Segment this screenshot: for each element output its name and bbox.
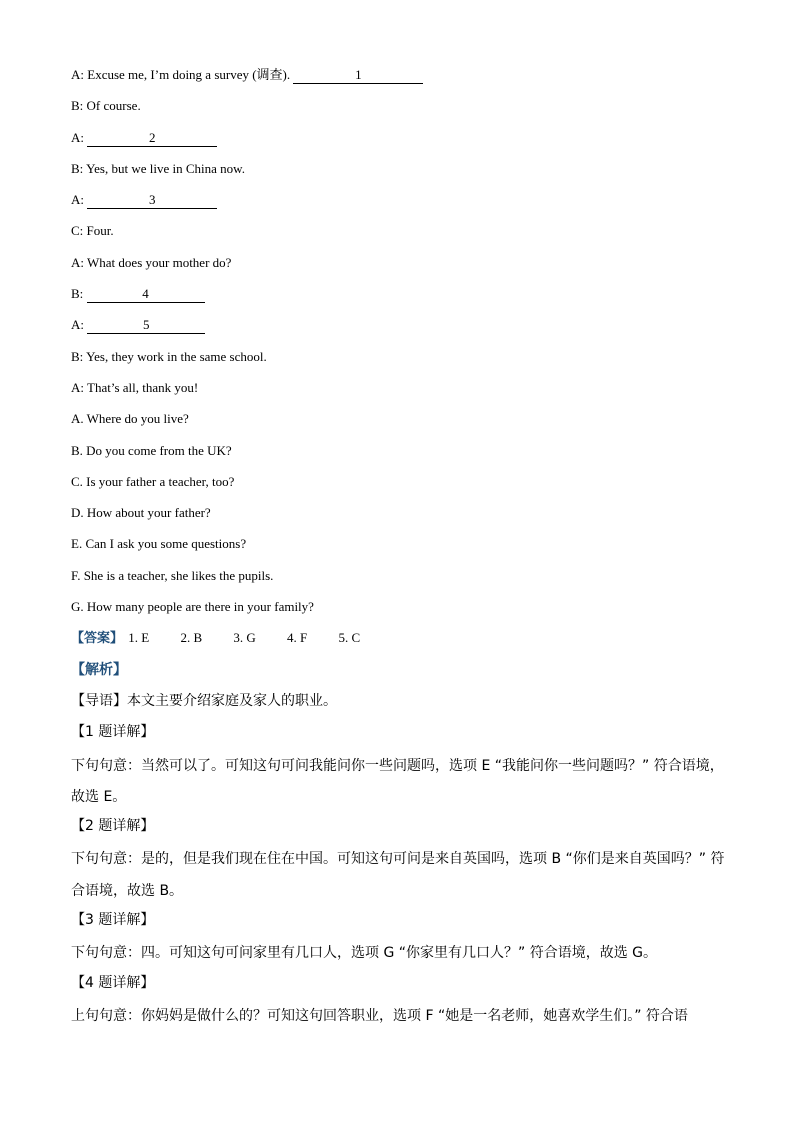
detail-section bbox=[71, 907, 731, 970]
option-item: D. How about your father? bbox=[71, 505, 211, 521]
speaker: B: bbox=[71, 286, 84, 302]
speaker: A: bbox=[71, 67, 84, 82]
analysis-label: 【解析】 bbox=[71, 661, 127, 678]
dialogue-line bbox=[71, 93, 731, 124]
dialogue-text: Excuse me, I’m doing a survey (调查). bbox=[87, 67, 294, 82]
detail-text: 上句句意：你妈妈是做什么的？可知这句回答职业，选项 F “她是一名老师，她喜欢学生们。” 符合语 bbox=[71, 1007, 688, 1024]
option-item: A. Where do you live? bbox=[71, 411, 189, 427]
option-item: E. Can I ask you some questions? bbox=[71, 536, 247, 552]
answer-item: 5. C bbox=[338, 630, 361, 646]
option-item: B. Do you come from the UK? bbox=[71, 442, 232, 458]
detail-label: 【2 题详解】 bbox=[71, 818, 155, 835]
option-item: F. She is a teacher, she likes the pupils. bbox=[71, 567, 274, 583]
analysis-row bbox=[71, 657, 731, 688]
guide-row bbox=[71, 688, 731, 719]
speaker: B: bbox=[71, 160, 84, 176]
dialogue-line bbox=[71, 344, 731, 375]
speaker: A: bbox=[71, 379, 84, 395]
document-page bbox=[71, 62, 731, 1032]
speaker: B: bbox=[71, 98, 84, 114]
answer-item: 3. G bbox=[233, 630, 256, 646]
dialogue-line bbox=[71, 62, 731, 93]
answer-item: 2. B bbox=[180, 630, 203, 646]
detail-label: 【1 题详解】 bbox=[71, 724, 155, 741]
dialogue-line bbox=[71, 125, 731, 156]
dialogue-text: What does your mother do? bbox=[87, 254, 232, 270]
answer-blank[interactable]: 3 bbox=[87, 192, 217, 209]
options-list bbox=[71, 406, 731, 625]
speaker: A: bbox=[71, 254, 84, 270]
speaker: C: bbox=[71, 223, 84, 239]
speaker: B: bbox=[71, 348, 84, 364]
detail-section bbox=[71, 813, 731, 907]
dialogue-line bbox=[71, 156, 731, 187]
detail-section bbox=[71, 719, 731, 813]
answer-item: 1. E bbox=[128, 630, 150, 646]
answer-row bbox=[71, 625, 731, 656]
detail-label: 【3 题详解】 bbox=[71, 912, 155, 929]
option-item: C. Is your father a teacher, too? bbox=[71, 473, 235, 489]
guide-text: 本文主要介绍家庭及家人的职业。 bbox=[127, 692, 337, 709]
dialogue-line bbox=[71, 375, 731, 406]
dialogue-line bbox=[71, 281, 731, 312]
answer-blank[interactable]: 1 bbox=[293, 67, 423, 84]
answer-blank[interactable]: 5 bbox=[87, 317, 205, 334]
detail-text: 下句句意：当然可以了。可知这句可问我能问你一些问题吗，选项 E “我能问你一些问题吗？” 符合语境，故选 E。 bbox=[71, 757, 724, 805]
option-item: G. How many people are there in your family? bbox=[71, 599, 314, 615]
dialogue bbox=[71, 62, 731, 406]
answer-list bbox=[128, 625, 388, 651]
answer-label: 【答案】 bbox=[71, 630, 124, 646]
detail-section bbox=[71, 970, 731, 1033]
speaker: A: bbox=[71, 129, 84, 145]
dialogue-text: Yes, but we live in China now. bbox=[86, 160, 245, 176]
dialogue-text: Yes, they work in the same school. bbox=[86, 348, 267, 364]
dialogue-line bbox=[71, 187, 731, 218]
answer-blank[interactable]: 4 bbox=[87, 286, 205, 303]
dialogue-text: Four. bbox=[86, 223, 114, 239]
dialogue-text: Of course. bbox=[86, 98, 141, 114]
detail-text: 下句句意：四。可知这句可问家里有几口人，选项 G “你家里有几口人？” 符合语境，故选 G。 bbox=[71, 945, 658, 962]
dialogue-line bbox=[71, 250, 731, 281]
guide-label: 【导语】 bbox=[71, 692, 127, 709]
detail-label: 【4 题详解】 bbox=[71, 974, 155, 991]
dialogue-line bbox=[71, 218, 731, 249]
speaker: A: bbox=[71, 192, 84, 208]
dialogue-text: That’s all, thank you! bbox=[87, 379, 199, 395]
dialogue-line bbox=[71, 312, 731, 343]
answer-item: 4. F bbox=[287, 630, 308, 646]
detail-text: 下句句意：是的，但是我们现在住在中国。可知这句可问是来自英国吗，选项 B “你们是来自英国吗？” 符合语境，故选 B。 bbox=[71, 851, 725, 899]
speaker: A: bbox=[71, 317, 84, 333]
answer-blank[interactable]: 2 bbox=[87, 130, 217, 147]
